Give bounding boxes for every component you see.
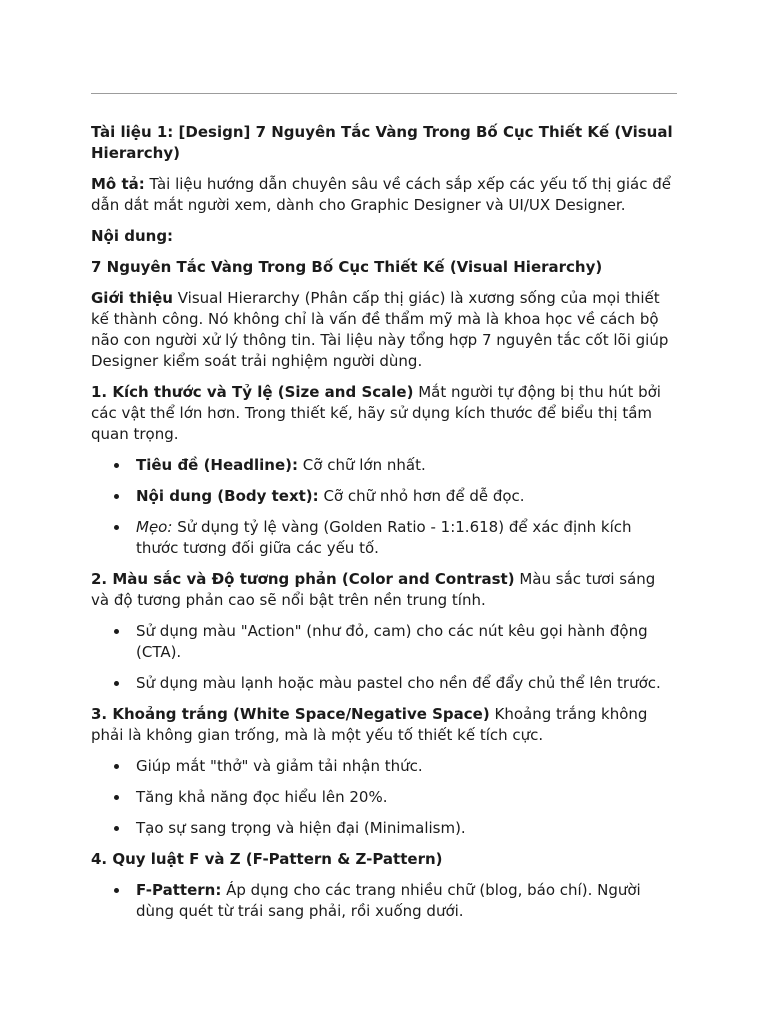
list-item-line — [136, 486, 711, 507]
list-item-line: thước tương đối giữa các yếu tố. — [136, 539, 379, 557]
bullet-icon — [114, 888, 119, 893]
section-line: quan trọng. — [91, 425, 179, 443]
section-text: Mắt người tự động bị thu hút bởi — [418, 383, 661, 401]
intro-line: Designer kiểm soát trải nghiệm người dùng. — [91, 352, 423, 370]
section-2-paragraph — [91, 569, 711, 611]
content-heading — [91, 257, 711, 278]
description-paragraph — [91, 174, 711, 216]
list-item-line: Giúp mắt "thở" và giảm tải nhận thức. — [136, 757, 423, 775]
intro-line — [91, 288, 711, 309]
list-item — [91, 486, 711, 507]
section-line — [91, 569, 711, 590]
section-1-paragraph — [91, 382, 711, 445]
section-1-heading: 1. Kích thước và Tỷ lệ (Size and Scale) — [91, 383, 414, 401]
list-item-label: Nội dung (Body text): — [136, 487, 319, 505]
section-line — [91, 382, 711, 403]
section-line: các vật thể lớn hơn. Trong thiết kế, hãy sử dụng kích thước để biểu thị tầm — [91, 404, 652, 422]
list-item-line: Tăng khả năng đọc hiểu lên 20%. — [136, 788, 388, 806]
list-item — [91, 756, 711, 777]
intro-paragraph — [91, 288, 711, 372]
list-item-line: Tạo sự sang trọng và hiện đại (Minimalism). — [136, 819, 466, 837]
description-text: Tài liệu hướng dẫn chuyên sâu về cách sắp xếp các yếu tố thị giác để — [149, 175, 671, 193]
bullet-icon — [114, 494, 119, 499]
list-item-text: Cỡ chữ lớn nhất. — [302, 456, 426, 474]
section-text: Màu sắc tươi sáng — [519, 570, 656, 588]
list-item — [91, 818, 711, 839]
horizontal-rule — [91, 93, 677, 94]
list-item — [91, 517, 711, 559]
description-label: Mô tả: — [91, 175, 145, 193]
list-item-line — [136, 517, 711, 538]
bullet-icon — [114, 463, 119, 468]
bullet-icon — [114, 525, 119, 530]
section-line — [91, 704, 711, 725]
list-item-label: F-Pattern: — [136, 881, 222, 899]
section-line: và độ tương phản cao sẽ nổi bật trên nền trung tính. — [91, 591, 486, 609]
content-heading-text: 7 Nguyên Tắc Vàng Trong Bố Cục Thiết Kế (Visual Hierarchy) — [91, 258, 603, 276]
bullet-icon — [114, 764, 119, 769]
content-label-text: Nội dung: — [91, 227, 174, 245]
description-line: dẫn dắt mắt người xem, dành cho Graphic Designer và UI/UX Designer. — [91, 196, 626, 214]
list-item-line: dùng quét từ trái sang phải, rồi xuống dưới. — [136, 902, 464, 920]
list-item-line — [136, 880, 711, 901]
list-item-line — [136, 455, 711, 476]
intro-line: kế thành công. Nó không chỉ là vấn đề thẩm mỹ mà là khoa học về cách bộ — [91, 310, 659, 328]
bullet-icon — [114, 795, 119, 800]
section-4-heading: 4. Quy luật F và Z (F-Pattern & Z-Pattern) — [91, 850, 443, 868]
list-item-text: Cỡ chữ nhỏ hơn để dễ đọc. — [323, 487, 525, 505]
list-item-line: Sử dụng màu lạnh hoặc màu pastel cho nền để đẩy chủ thể lên trước. — [136, 674, 661, 692]
content-label — [91, 226, 711, 247]
list-item — [91, 880, 711, 922]
list-item-text: Sử dụng tỷ lệ vàng (Golden Ratio - 1:1.618) để xác định kích — [177, 518, 632, 536]
bullet-icon — [114, 629, 119, 634]
list-item-label: Mẹo: — [136, 518, 173, 536]
list-item-line: (CTA). — [136, 643, 182, 661]
document-title — [91, 122, 711, 164]
section-3-paragraph — [91, 704, 711, 746]
title-line: Hierarchy) — [91, 144, 180, 162]
list-item — [91, 787, 711, 808]
list-item — [91, 621, 711, 663]
list-item-label: Tiêu đề (Headline): — [136, 456, 299, 474]
section-4-paragraph — [91, 849, 711, 870]
title-line: Tài liệu 1: [Design] 7 Nguyên Tắc Vàng Trong Bố Cục Thiết Kế (Visual — [91, 123, 673, 141]
section-2-heading: 2. Màu sắc và Độ tương phản (Color and Contrast) — [91, 570, 515, 588]
intro-label: Giới thiệu — [91, 289, 173, 307]
intro-text: Visual Hierarchy (Phân cấp thị giác) là xương sống của mọi thiết — [177, 289, 660, 307]
list-item — [91, 455, 711, 476]
description-line — [91, 174, 711, 195]
list-item-line: Sử dụng màu "Action" (như đỏ, cam) cho các nút kêu gọi hành động — [136, 622, 648, 640]
bullet-icon — [114, 826, 119, 831]
bullet-icon — [114, 681, 119, 686]
section-text: Khoảng trắng không — [494, 705, 648, 723]
list-item-text: Áp dụng cho các trang nhiều chữ (blog, báo chí). Người — [226, 881, 641, 899]
section-line: phải là không gian trống, mà là một yếu tố thiết kế tích cực. — [91, 726, 544, 744]
list-item — [91, 673, 711, 694]
section-3-heading: 3. Khoảng trắng (White Space/Negative Space) — [91, 705, 490, 723]
intro-line: não con người xử lý thông tin. Tài liệu này tổng hợp 7 nguyên tắc cốt lõi giúp — [91, 331, 669, 349]
document-body — [91, 122, 711, 932]
